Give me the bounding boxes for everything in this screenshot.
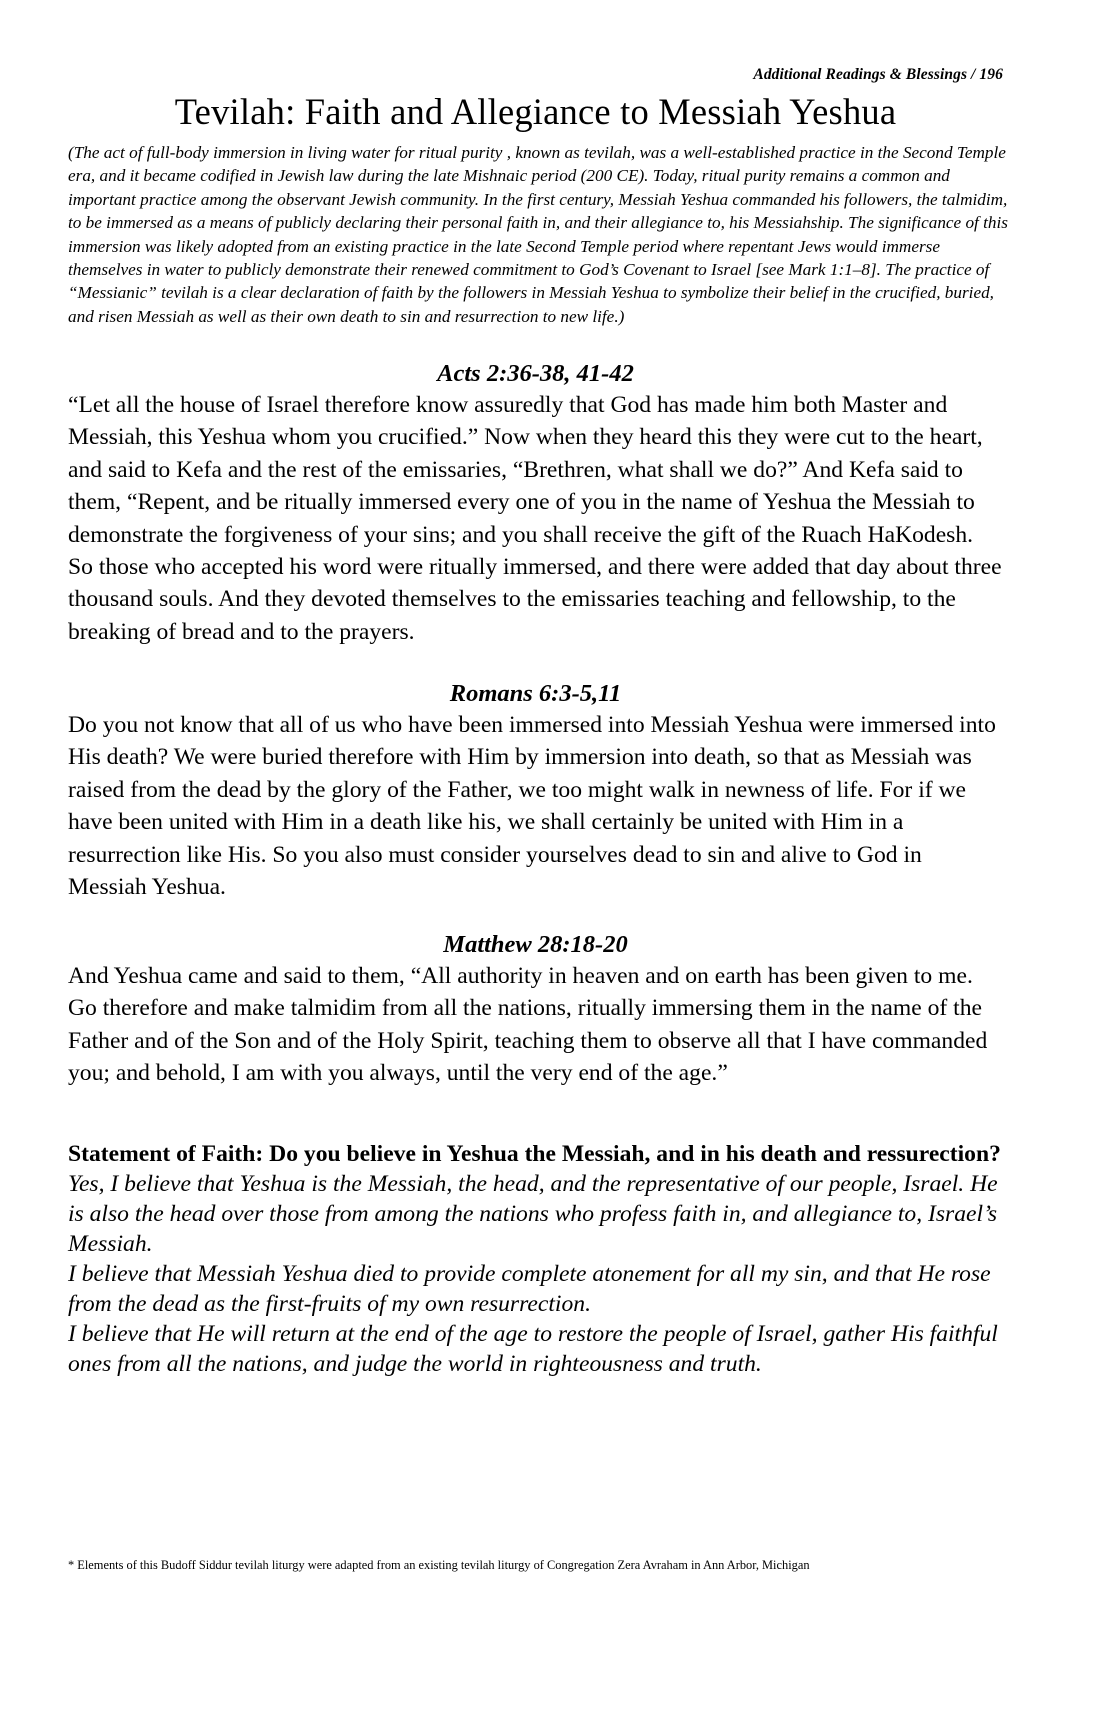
statement-answer: I believe that He will return at the end of the age to restore the people of Israel, gather His faithful ones from all the nations, and judge the world in righteousness and truth. (68, 1321, 998, 1377)
footnote: * Elements of this Budoff Siddur tevilah liturgy were adapted from an existing tevilah liturgy of Congregation Zera Avraham in Ann Arbor, Michigan (68, 1558, 810, 1572)
running-header: Additional Readings & Blessings / 196 (753, 66, 1003, 83)
statement-of-faith (68, 1139, 1003, 1379)
reading-text: Do you not know that all of us who have been immersed into Messiah Yeshua were immersed into His death? We were buried therefore with Him by immersion into death, so that as Messiah was raised from the dead by the glory of the Father, we too might walk in newness of life. For if we have been united with Him in a death like his, we shall certainly be united with Him in a resurrection like His. So you also must consider yourselves dead to sin and alive to God in Messiah Yeshua. (68, 712, 996, 901)
reading-reference: Romans 6:3-5,11 (449, 680, 622, 707)
reading-acts (68, 359, 1003, 648)
reading-text: “Let all the house of Israel therefore know assuredly that God has made him both Master and Messiah, this Yeshua whom you crucified.” Now when they heard this they were cut to the heart, and said to Kefa and the rest of the emissaries, “Brethren, what shall we do?” And Kefa said to them, “Repent, and be ritually immersed every one of you in the name of Yeshua the Messiah to demonstrate the forgiveness of your sins; and you shall receive the gift of the Ruach HaKodesh. So those who accepted his word were ritually immersed, and there were added that day about three thousand souls. And they devoted themselves to the emissaries teaching and fellowship, to the breaking of bread and to the prayers. (68, 392, 1002, 645)
statement-answer: Yes, I believe that Yeshua is the Messiah, the head, and the representative of our people, Israel. He is also the head over those from among the nations who profess faith in, and allegiance to, Israel’s Messiah. (68, 1171, 998, 1257)
reading-reference: Matthew 28:18-20 (443, 931, 628, 958)
intro-paragraph: (The act of full-body immersion in living water for ritual purity , known as tevilah, was a well-established practice in the Second Temple era, and it became codified in Jewish law during the late Mishnaic period (200 CE). Today, ritual purity remains a common and important practice among the observant Jewish community. In the first century, Messiah Yeshua commanded his followers, the talmidim, to be immersed as a means of publicly declaring their personal faith in, and their allegiance to, his Messiahship. The significance of this immersion was likely adopted from an existing practice in the late Second Temple period where repentant Jews would immerse themselves in water to publicly demonstrate their renewed commitment to God’s Covenant to Israel [see Mark 1:1–8]. The practice of “Messianic” tevilah is a clear declaration of faith by the followers in Messiah Yeshua to symbolize their belief in the crucified, buried, and risen Messiah as well as their own death to sin and resurrection to new life.) (68, 143, 1008, 326)
statement-question: Statement of Faith: Do you believe in Yeshua the Messiah, and in his death and ressurection? (68, 1141, 1001, 1167)
reading-text: And Yeshua came and said to them, “All authority in heaven and on earth has been given to me. Go therefore and make talmidim from all the nations, ritually immersing them in the name of the Father and of the Son and of the Holy Spirit, teaching them to observe all that I have commanded you; and behold, I am with you always, until the very end of the age.” (68, 963, 988, 1087)
reading-reference: Acts 2:36-38, 41-42 (437, 360, 634, 387)
statement-answer: I believe that Messiah Yeshua died to provide complete atonement for all my sin, and that He rose from the dead as the first-fruits of my own resurrection. (68, 1261, 991, 1317)
reading-matthew (68, 930, 1003, 1090)
reading-romans (68, 679, 1003, 903)
page-title: Tevilah: Faith and Allegiance to Messiah Yeshua (174, 91, 897, 132)
